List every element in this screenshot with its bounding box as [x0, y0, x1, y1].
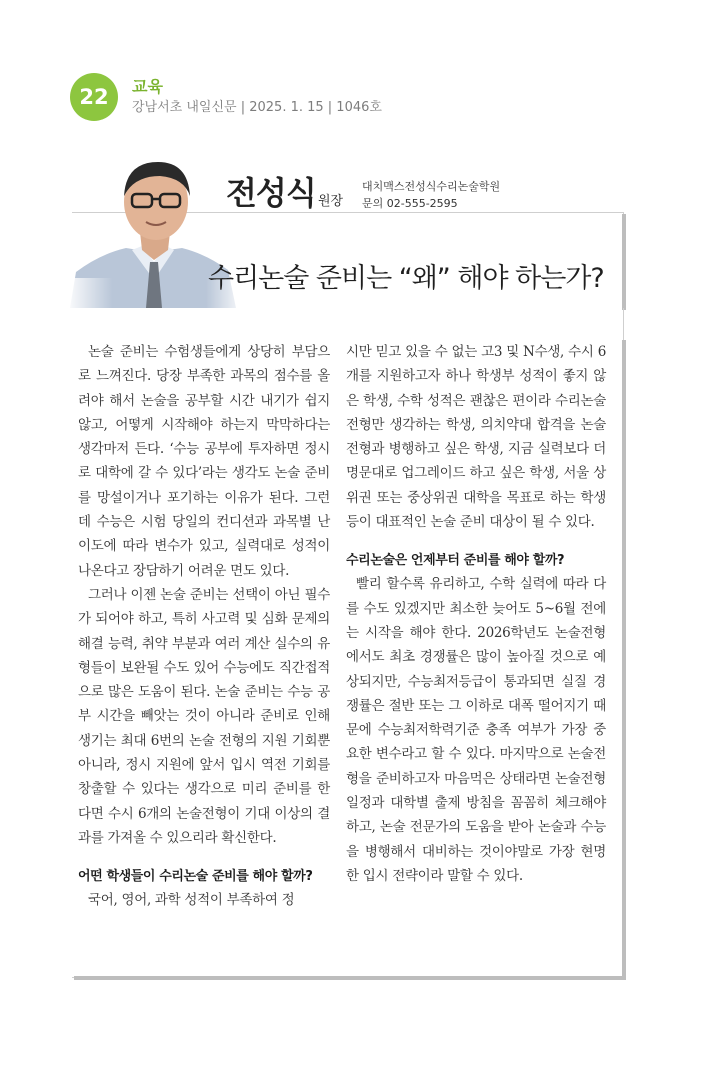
headline: 수리논술 준비는 “왜” 해야 하는가?	[208, 263, 604, 294]
paragraph: 시만 믿고 있을 수 없는 고3 및 N수생, 수시 6개를 지원하고자 하나 학생부 성적이 좋지 않은 학생, 수학 성적은 괜찮은 편이라 수리논술전형만 생각하는 학생, 의치약대 합격을 논술전형과 병행하고 싶은 학생, 지금 실력보다 더 명문대로 업그레이드 하고 싶은 학생, 서울 상위권 또는 중상위권 대학을 목표로 하는 학생 등이 대표적인 논술 준비 대상이 될 수 있다.	[346, 344, 606, 531]
article-column-right	[346, 340, 606, 888]
body-shadow-right	[622, 340, 626, 980]
header-shadow	[622, 214, 626, 310]
body-shadow-bottom	[74, 976, 626, 980]
contact-phone: 문의 02-555-2595	[362, 197, 458, 210]
author-name: 전성식	[226, 174, 316, 212]
paragraph: 국어, 영어, 과학 성적이 부족하여 정	[88, 892, 295, 909]
subheading: 수리논술은 언제부터 준비를 해야 할까?	[346, 553, 565, 569]
issue-line: 강남서초 내일신문 | 2025. 1. 15 | 1046호	[132, 100, 382, 115]
paragraph: 빨리 할수록 유리하고, 수학 실력에 따라 다를 수도 있겠지만 최소한 늦어도 5~6월 전에는 시작을 해야 한다. 2026학년도 논술전형에서도 최초 경쟁률은 많이 높아질 것으로 예상되지만, 수능최저등급이 통과되면 실질 경쟁률은 절반 또는 그 이하로 대폭 떨어지기 때문에 수능최저학력기준 충족 여부가 가장 중요한 변수라고 할 수 있다. 마지막으로 논술전형을 준비하고자 마음먹은 상태라면 논술전형 일정과 대학별 출제 방침을 꼼꼼히 체크해야 하고, 논술 전문가의 도움을 받아 논술과 수능을 병행해서 대비하는 것이야말로 가장 현명한 입시 전략이라 말할 수 있다.	[346, 576, 606, 884]
paragraph: 그러나 이젠 논술 준비는 선택이 아닌 필수가 되어야 하고, 특히 사고력 및 심화 문제의 해결 능력, 취약 부분과 여러 계산 실수의 유형들이 보완될 수도 있어 수능에도 직간접적으로 많은 도움이 된다. 논술 준비는 수능 공부 시간을 빼앗는 것이 아니라 준비로 인해 생기는 최대 6번의 논술 전형의 지원 기회뿐 아니라, 정시 지원에 앞서 입시 역전 기회를 창출할 수 있다는 생각으로 미리 준비를 한다면 수시 6개의 논술전형이 기대 이상의 결과를 가져올 수 있으리라 확신한다.	[78, 586, 330, 846]
academy-name: 대치맥스전성식수리논술학원	[362, 180, 501, 193]
section-name: 교육	[132, 77, 163, 96]
article-column-left	[78, 340, 330, 913]
page-number-badge: 22	[70, 73, 118, 121]
subheading: 어떤 학생들이 수리논술 준비를 해야 할까?	[78, 869, 313, 885]
paragraph: 논술 준비는 수험생들에게 상당히 부담으로 느껴진다. 당장 부족한 과목의 점수를 올려야 해서 논술을 공부할 시간 내기가 쉽지 않고, 어떻게 시작해야 하는지 막막하다는 생각마저 든다. ‘수능 공부에 투자하면 정시로 대학에 갈 수 있다’라는 생각도 논술 준비를 망설이거나 포기하는 이유가 된다. 그런데 수능은 시험 당일의 컨디션과 과목별 난이도에 따라 변수가 있고, 실력대로 성적이 나온다고 장담하기 어려운 면도 있다.	[78, 344, 330, 579]
author-title: 원장	[318, 194, 344, 209]
